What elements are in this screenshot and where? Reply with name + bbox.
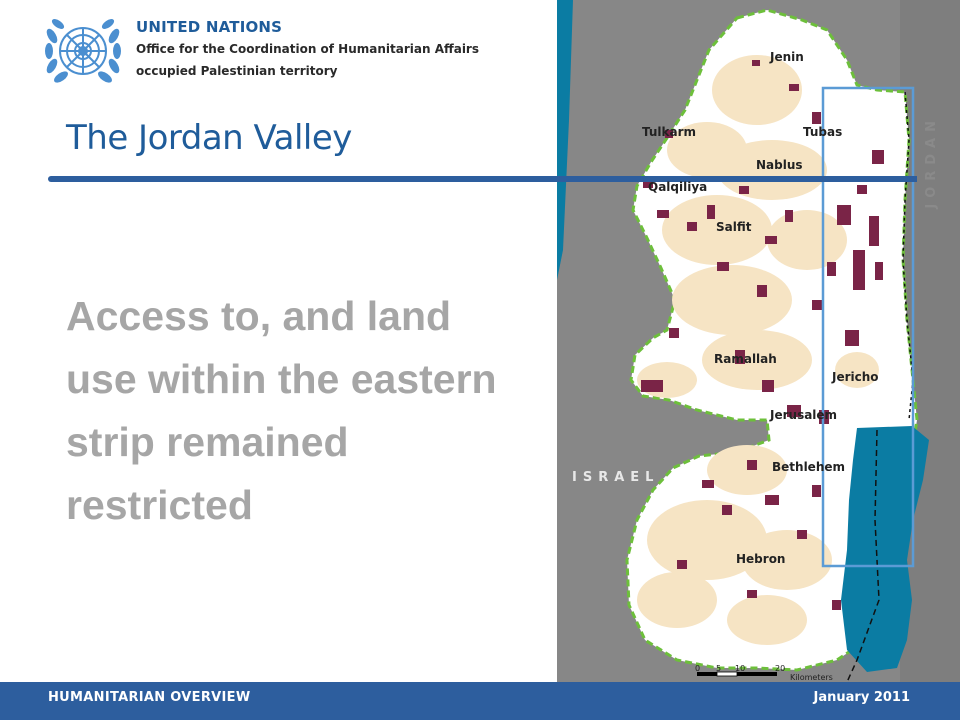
west-bank-map <box>557 0 960 682</box>
territory-name: occupied Palestinian territory <box>136 64 338 78</box>
footer-title: HUMANITARIAN OVERVIEW <box>48 690 251 705</box>
scale-unit: Kilometers <box>790 673 833 682</box>
city-label-salfit: Salfit <box>716 220 752 234</box>
city-label-ramallah: Ramallah <box>714 352 777 366</box>
scale-tick-0: 0 <box>695 664 701 673</box>
city-label-hebron: Hebron <box>736 552 786 566</box>
scale-tick-10: 10 <box>735 664 746 673</box>
city-label-jerusalem: Jerusalem <box>770 408 838 422</box>
city-label-jenin: Jenin <box>770 50 804 64</box>
city-label-tubas: Tubas <box>803 125 843 139</box>
country-label-israel: ISRAEL <box>572 470 660 485</box>
city-label-tulkarm: Tulkarm <box>642 125 697 139</box>
footer-bar <box>0 682 960 720</box>
scale-tick-5: 5 <box>716 664 722 673</box>
org-name: UNITED NATIONS <box>136 18 283 36</box>
page-title: The Jordan Valley <box>66 118 352 158</box>
office-name: Office for the Coordination of Humanitarian Affairs <box>136 42 479 56</box>
city-label-nablus: Nablus <box>756 158 803 172</box>
organisation-block <box>136 18 479 78</box>
scale-tick-20: 20 <box>775 664 786 673</box>
slide-subtitle: Access to, and land use within the eastern strip remained restricted <box>66 293 497 528</box>
footer-date: January 2011 <box>813 690 910 705</box>
city-label-jericho: Jericho <box>832 370 879 384</box>
title-divider <box>48 176 560 182</box>
country-label-jordan: JORDAN <box>923 115 939 209</box>
city-label-bethlehem: Bethlehem <box>772 460 846 474</box>
un-emblem-icon <box>44 14 122 88</box>
city-label-qalqiliya: Qalqiliya <box>648 180 708 194</box>
